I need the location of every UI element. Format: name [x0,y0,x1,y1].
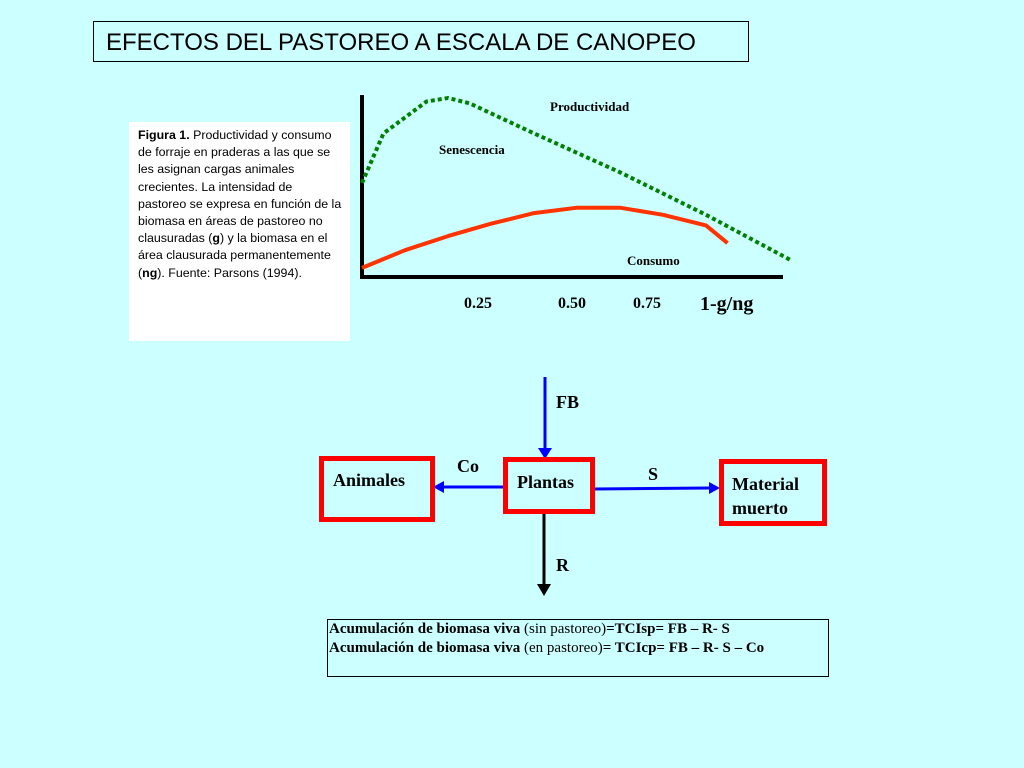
equation-1-condition: (sin pastoreo) [520,621,607,637]
x-axis-label: 1-g/ng [700,293,754,315]
node-plantas [503,457,595,514]
edge-label-s: S [648,464,659,484]
s-arrow-line [594,488,710,489]
x-tick-label: 0.75 [633,295,661,312]
r-arrow-head [537,584,551,596]
edge-label-r: R [556,555,569,575]
node-material-muerto [719,459,827,526]
equation-line-2 [329,639,828,658]
node-animales [319,456,435,522]
equation-2-condition: (en pastoreo) [520,640,603,656]
caption-prefix: Figura 1. [138,128,190,142]
equation-2-formula: = TCIcp= FB – R- S – Co [602,640,765,656]
node-material-label-2: muerto [732,498,788,518]
series-productividad-line [362,98,792,261]
node-animales-label: Animales [333,470,405,490]
page-title: EFECTOS DEL PASTOREO A ESCALA DE CANOPEO [93,21,749,62]
equation-2-term: Acumulación de biomasa viva [329,640,521,656]
edge-label-co: Co [457,456,479,476]
x-tick-label: 0.50 [558,295,586,312]
caption-text-1: Productividad y consumo de forraje en praderas a las que se les asignan cargas animales crecientes. La intensidad de pastoreo se expresa en función de la biomasa en áreas de pastoreo no clausuradas ( [138,128,342,246]
edge-label-fb: FB [556,392,580,412]
equation-line-1 [329,620,828,639]
caption-text-3: ). Fuente: Parsons (1994). [157,265,302,280]
node-plantas-label: Plantas [517,472,575,492]
equation-1-formula: =TCIsp= FB – R- S [606,621,730,637]
caption-text-2: ) y la biomasa en el área clausurada permanentemente ( [138,231,331,280]
caption-ng: ng [142,265,158,280]
caption-g: g [212,231,220,246]
label-productividad: Productividad [550,99,630,114]
label-senescencia: Senescencia [439,142,505,157]
node-material-label-1: Material [732,474,799,494]
label-consumo: Consumo [627,253,680,268]
equations-box [327,619,829,677]
equation-1-term: Acumulación de biomasa viva [329,621,521,637]
x-tick-label: 0.25 [464,295,492,312]
